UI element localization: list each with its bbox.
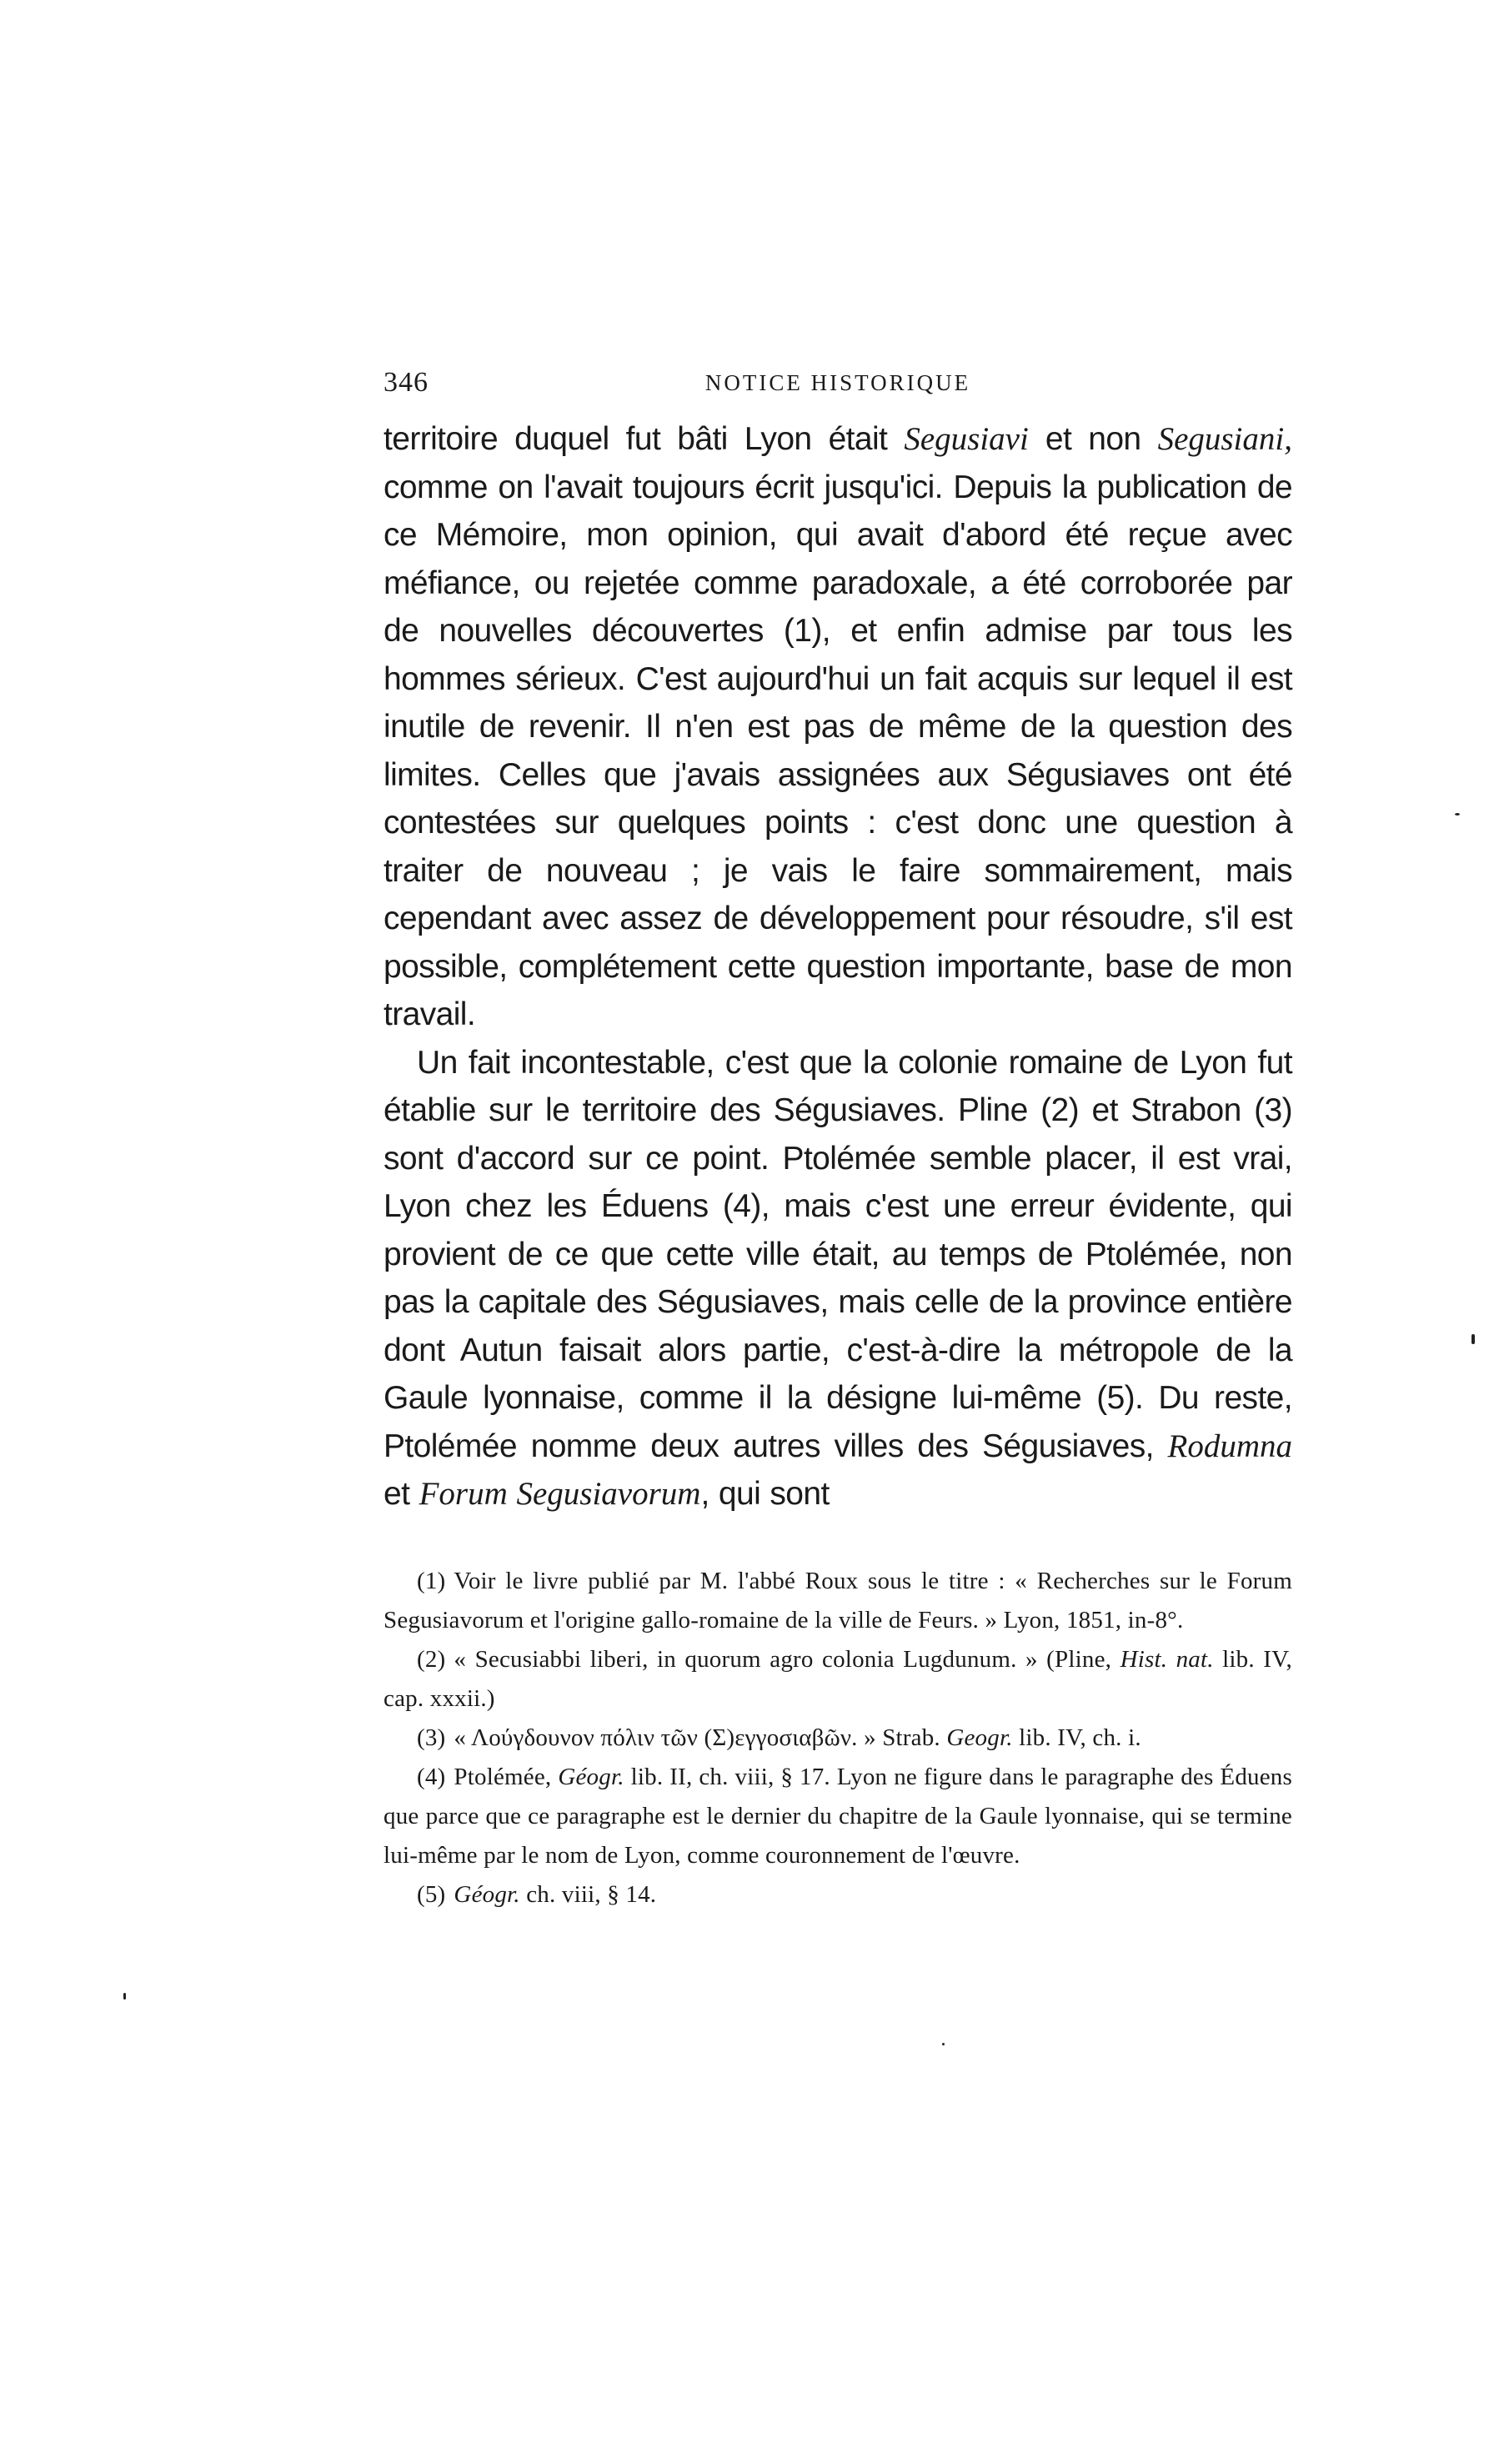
footnote-4 xyxy=(384,1758,1292,1875)
footnote-3-text-a: « Λούγδουνον πόλιν τῶν (Σ)εγγοσιαβῶν. » Strab. xyxy=(454,1724,947,1751)
book-page xyxy=(384,367,1292,1914)
paragraph-1-text-c: comme on l'avait toujours écrit jusqu'ici. Depuis la publication de ce Mémoire, mon opinion, qui avait d'abord été reçue avec méfiance, ou rejetée comme paradoxale, a été corroborée par de nouvelles découvertes (1), et enfin admise par tous les hommes sérieux. C'est aujourd'hui un fait acquis sur lequel il est inutile de revenir. Il n'en est pas de même de la question des limites. Celles que j'avais assignées aux Ségusiaves ont été contestées sur quelques points : c'est donc une question à traiter de nouveau ; je vais le faire sommairement, mais cependant avec assez de développement pour résoudre, s'il est possible, complétement cette question importante, base de mon travail. xyxy=(384,469,1292,1032)
margin-speck xyxy=(123,1993,126,2000)
paragraph-2 xyxy=(384,1039,1292,1518)
footnote-5-italic: Géogr. xyxy=(454,1880,520,1908)
footnote-3 xyxy=(384,1719,1292,1758)
margin-speck xyxy=(1455,813,1460,815)
main-text xyxy=(384,415,1292,1518)
margin-speck xyxy=(1471,1334,1475,1344)
running-head xyxy=(384,367,1292,409)
footnote-4-text-b: lib. II, ch. viii, § 17. Lyon ne figure dans le paragraphe des Éduens que parce que ce paragraphe est le dernier du chapitre de la Gaule lyonnaise, qui se termine lui-même par le nom de Lyon, comme couronnement de l'œuvre. xyxy=(384,1763,1292,1869)
footnote-4-text-a: Ptolémée, xyxy=(454,1763,559,1790)
footnote-5 xyxy=(384,1875,1292,1914)
paragraph-2-text-a: Un fait incontestable, c'est que la colonie romaine de Lyon fut établie sur le territoire des Ségusiaves. Pline (2) et Strabon (3) sont d'accord sur ce point. Ptolémée semble placer, il est vrai, Lyon chez les Éduens (4), mais c'est une erreur évidente, qui provient de ce que cette ville était, au temps de Ptolémée, non pas la capitale des Ségusiaves, mais celle de la province entière dont Autun faisait alors partie, c'est-à-dire la métropole de la Gaule lyonnaise, comme il la désigne lui-même (5). Du reste, Ptolémée nomme deux autres villes des Ségusiaves, xyxy=(384,1044,1292,1464)
footnote-4-italic: Géogr. xyxy=(558,1763,624,1790)
italic-segusiavi: Segusiavi xyxy=(904,421,1029,457)
margin-speck xyxy=(942,2043,945,2045)
footnotes xyxy=(384,1562,1292,1914)
italic-segusiani: Segusiani, xyxy=(1157,421,1292,457)
paragraph-1-text-a: territoire duquel fut bâti Lyon était xyxy=(384,421,905,457)
footnote-3-italic: Geogr. xyxy=(946,1724,1013,1751)
paragraph-2-text-c: , qui sont xyxy=(700,1476,830,1512)
italic-forum-segusiavorum: Forum Segusiavorum xyxy=(419,1476,701,1512)
italic-rodumna: Rodumna xyxy=(1167,1428,1292,1464)
footnote-2 xyxy=(384,1640,1292,1719)
footnote-3-text-b: lib. IV, ch. i. xyxy=(1012,1724,1141,1751)
footnote-2-text-b: lib. IV, cap. xxxii.) xyxy=(384,1645,1293,1712)
paragraph-2-text-b: et xyxy=(384,1476,419,1512)
footnote-5-text: ch. viii, § 14. xyxy=(519,1880,657,1908)
footnote-2-italic: Hist. nat. xyxy=(1120,1645,1214,1673)
footnote-3-mark: (3) xyxy=(417,1724,446,1751)
footnote-2-text-a: « Secusiabbi liberi, in quorum agro colonia Lugdunum. » (Pline, xyxy=(454,1645,1120,1673)
footnote-5-mark: (5) xyxy=(417,1880,446,1908)
running-title: NOTICE HISTORIQUE xyxy=(704,370,971,395)
footnote-1-mark: (1) xyxy=(417,1567,446,1594)
paragraph-1 xyxy=(384,415,1292,1039)
footnote-1-text: Voir le livre publié par M. l'abbé Roux sous le titre : « Recherches sur le Forum Segusiavorum et l'origine gallo-romaine de la ville de Feurs. » Lyon, 1851, in-8°. xyxy=(384,1567,1292,1633)
footnote-4-mark: (4) xyxy=(417,1763,446,1790)
footnote-1 xyxy=(384,1562,1292,1640)
page-number: 346 xyxy=(384,367,429,398)
footnote-2-mark: (2) xyxy=(417,1645,446,1673)
paragraph-1-text-b: et non xyxy=(1028,421,1158,457)
